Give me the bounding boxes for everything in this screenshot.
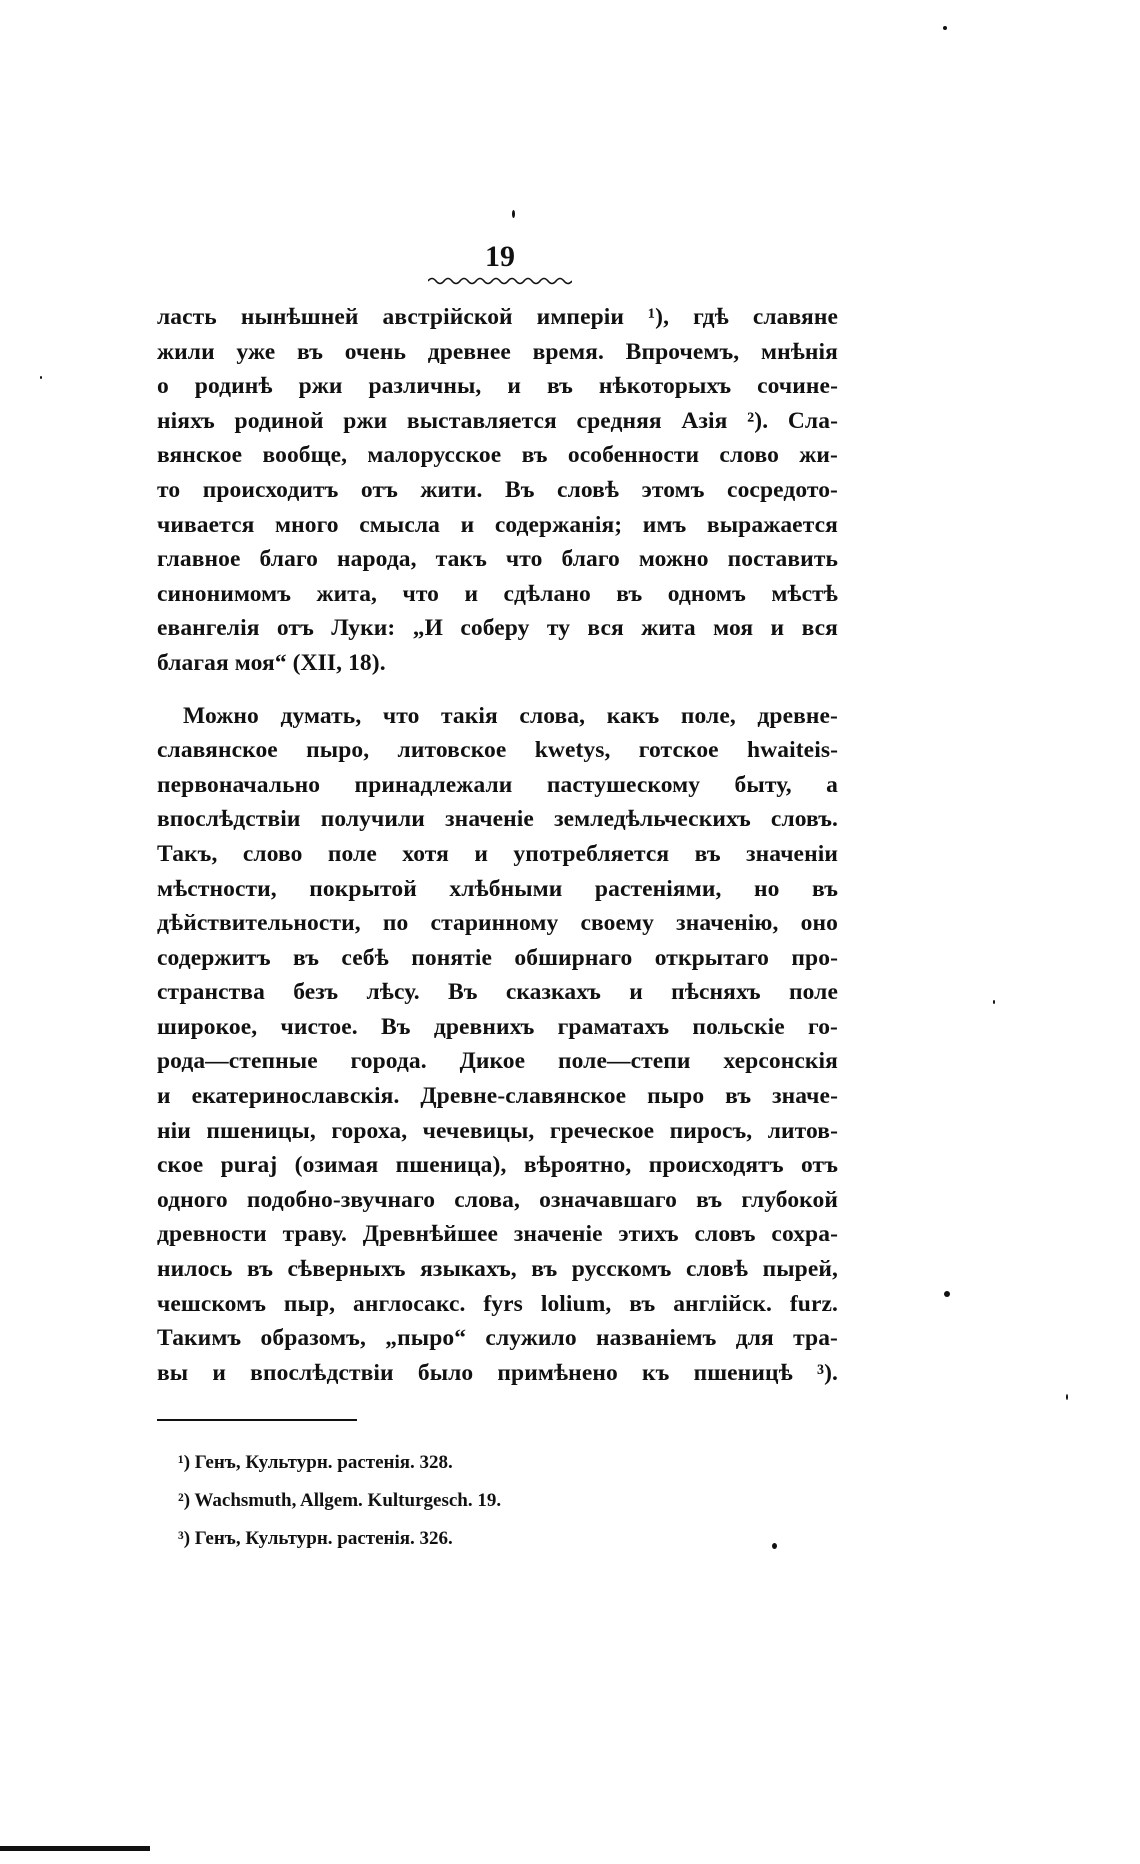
- scan-speck: [40, 376, 42, 379]
- scan-speck: [944, 1291, 950, 1297]
- paragraph-2: [157, 699, 838, 1391]
- text-line: ніяхъ родиной ржи выставляется средняя Азія ²). Сла-: [157, 407, 838, 434]
- footnote-3: ³) Генъ, Культурн. растенія. 326.: [178, 1528, 453, 1549]
- text-line: то происходитъ отъ жити. Въ словѣ этомъ сосредото-: [157, 476, 838, 503]
- scan-speck: [512, 210, 515, 218]
- text-line: древности траву. Древнѣйшее значеніе этихъ словъ сохра-: [157, 1221, 838, 1248]
- text-line: рода—степные города. Дикое поле—степи херсонскія: [157, 1048, 838, 1075]
- text-line: жили уже въ очень древнее время. Впрочемъ, мнѣнія: [157, 338, 838, 365]
- scan-speck: [993, 1000, 995, 1004]
- text-line: вы и впослѣдствіи было примѣнено къ пшеницѣ ³).: [157, 1359, 838, 1386]
- text-line: чивается много смысла и содержанія; имъ выражается: [157, 511, 838, 538]
- text-line: странства безъ лѣсу. Въ сказкахъ и пѣсняхъ поле: [157, 979, 838, 1006]
- text-line: дѣйствительности, по старинному своему значенію, оно: [157, 910, 838, 937]
- page-number: 19: [485, 240, 515, 273]
- footnote-1: ¹) Генъ, Культурн. растенія. 328.: [178, 1452, 453, 1473]
- text-line: ское puraj (озимая пшеница), вѣроятно, происходятъ отъ: [157, 1152, 838, 1179]
- text-line: синонимомъ жита, что и сдѣлано въ одномъ мѣстѣ: [157, 580, 838, 607]
- text-line: первоначально принадлежали пастушескому быту, а: [157, 771, 838, 798]
- text-line: чешскомъ пыр, англосакс. fyrs lolium, въ англійск. furz.: [157, 1290, 838, 1317]
- text-line: ласть нынѣшней австрійской имперіи ¹), гдѣ славяне: [157, 304, 838, 330]
- scan-speck: [772, 1543, 777, 1549]
- text-line: одного подобно-звучнаго слова, означавшаго въ глубокой: [157, 1186, 838, 1213]
- text-line: Можно думать, что такія слова, какъ поле, древне-: [183, 702, 838, 729]
- footnotes: [178, 1444, 818, 1558]
- text-line: Такъ, слово поле хотя и употребляется въ значеніи: [157, 840, 838, 867]
- text-line: и екатеринославскія. Древне-славянское пыро въ значе-: [157, 1083, 838, 1110]
- text-line: о родинѣ ржи различны, и въ нѣкоторыхъ сочине-: [157, 373, 838, 400]
- text-line: славянское пыро, литовское kwetys, готское hwaiteis-: [157, 737, 838, 764]
- text-line: евангелія отъ Луки: „И соберу ту вся жита моя и вся: [157, 615, 838, 642]
- paragraph-gap: [157, 681, 838, 699]
- footnote-2: ²) Wachsmuth, Allgem. Kulturgesch. 19.: [178, 1490, 502, 1511]
- text-line: широкое, чистое. Въ древнихъ граматахъ польскіе го-: [157, 1013, 838, 1040]
- text-line: главное благо народа, такъ что благо можно поставить: [157, 546, 838, 573]
- scan-edge-mark: [0, 1846, 150, 1851]
- text-line: вянское вообще, малорусское въ особенности слово жи-: [157, 442, 838, 469]
- footnote-rule: [157, 1419, 357, 1421]
- page-number-ornament: [428, 276, 572, 286]
- text-line: Такимъ образомъ, „пыро“ служило названіемъ для тра-: [157, 1325, 838, 1352]
- paragraph-1: [157, 300, 838, 681]
- text-line: впослѣдствіи получили значеніе земледѣльческихъ словъ.: [157, 806, 838, 833]
- text-line: нилось въ сѣверныхъ языкахъ, въ русскомъ словѣ пырей,: [157, 1256, 838, 1283]
- body-text: [157, 300, 838, 1390]
- text-line: ніи пшеницы, гороха, чечевицы, греческое пиросъ, литов-: [157, 1117, 838, 1144]
- text-line: благая моя“ (XII, 18).: [157, 649, 386, 676]
- text-line: содержитъ въ себѣ понятіе обширнаго открытаго про-: [157, 944, 838, 971]
- text-line: мѣстности, покрытой хлѣбными растеніями, но въ: [157, 875, 838, 902]
- scan-speck: [1066, 1394, 1068, 1400]
- scan-speck: [943, 26, 947, 30]
